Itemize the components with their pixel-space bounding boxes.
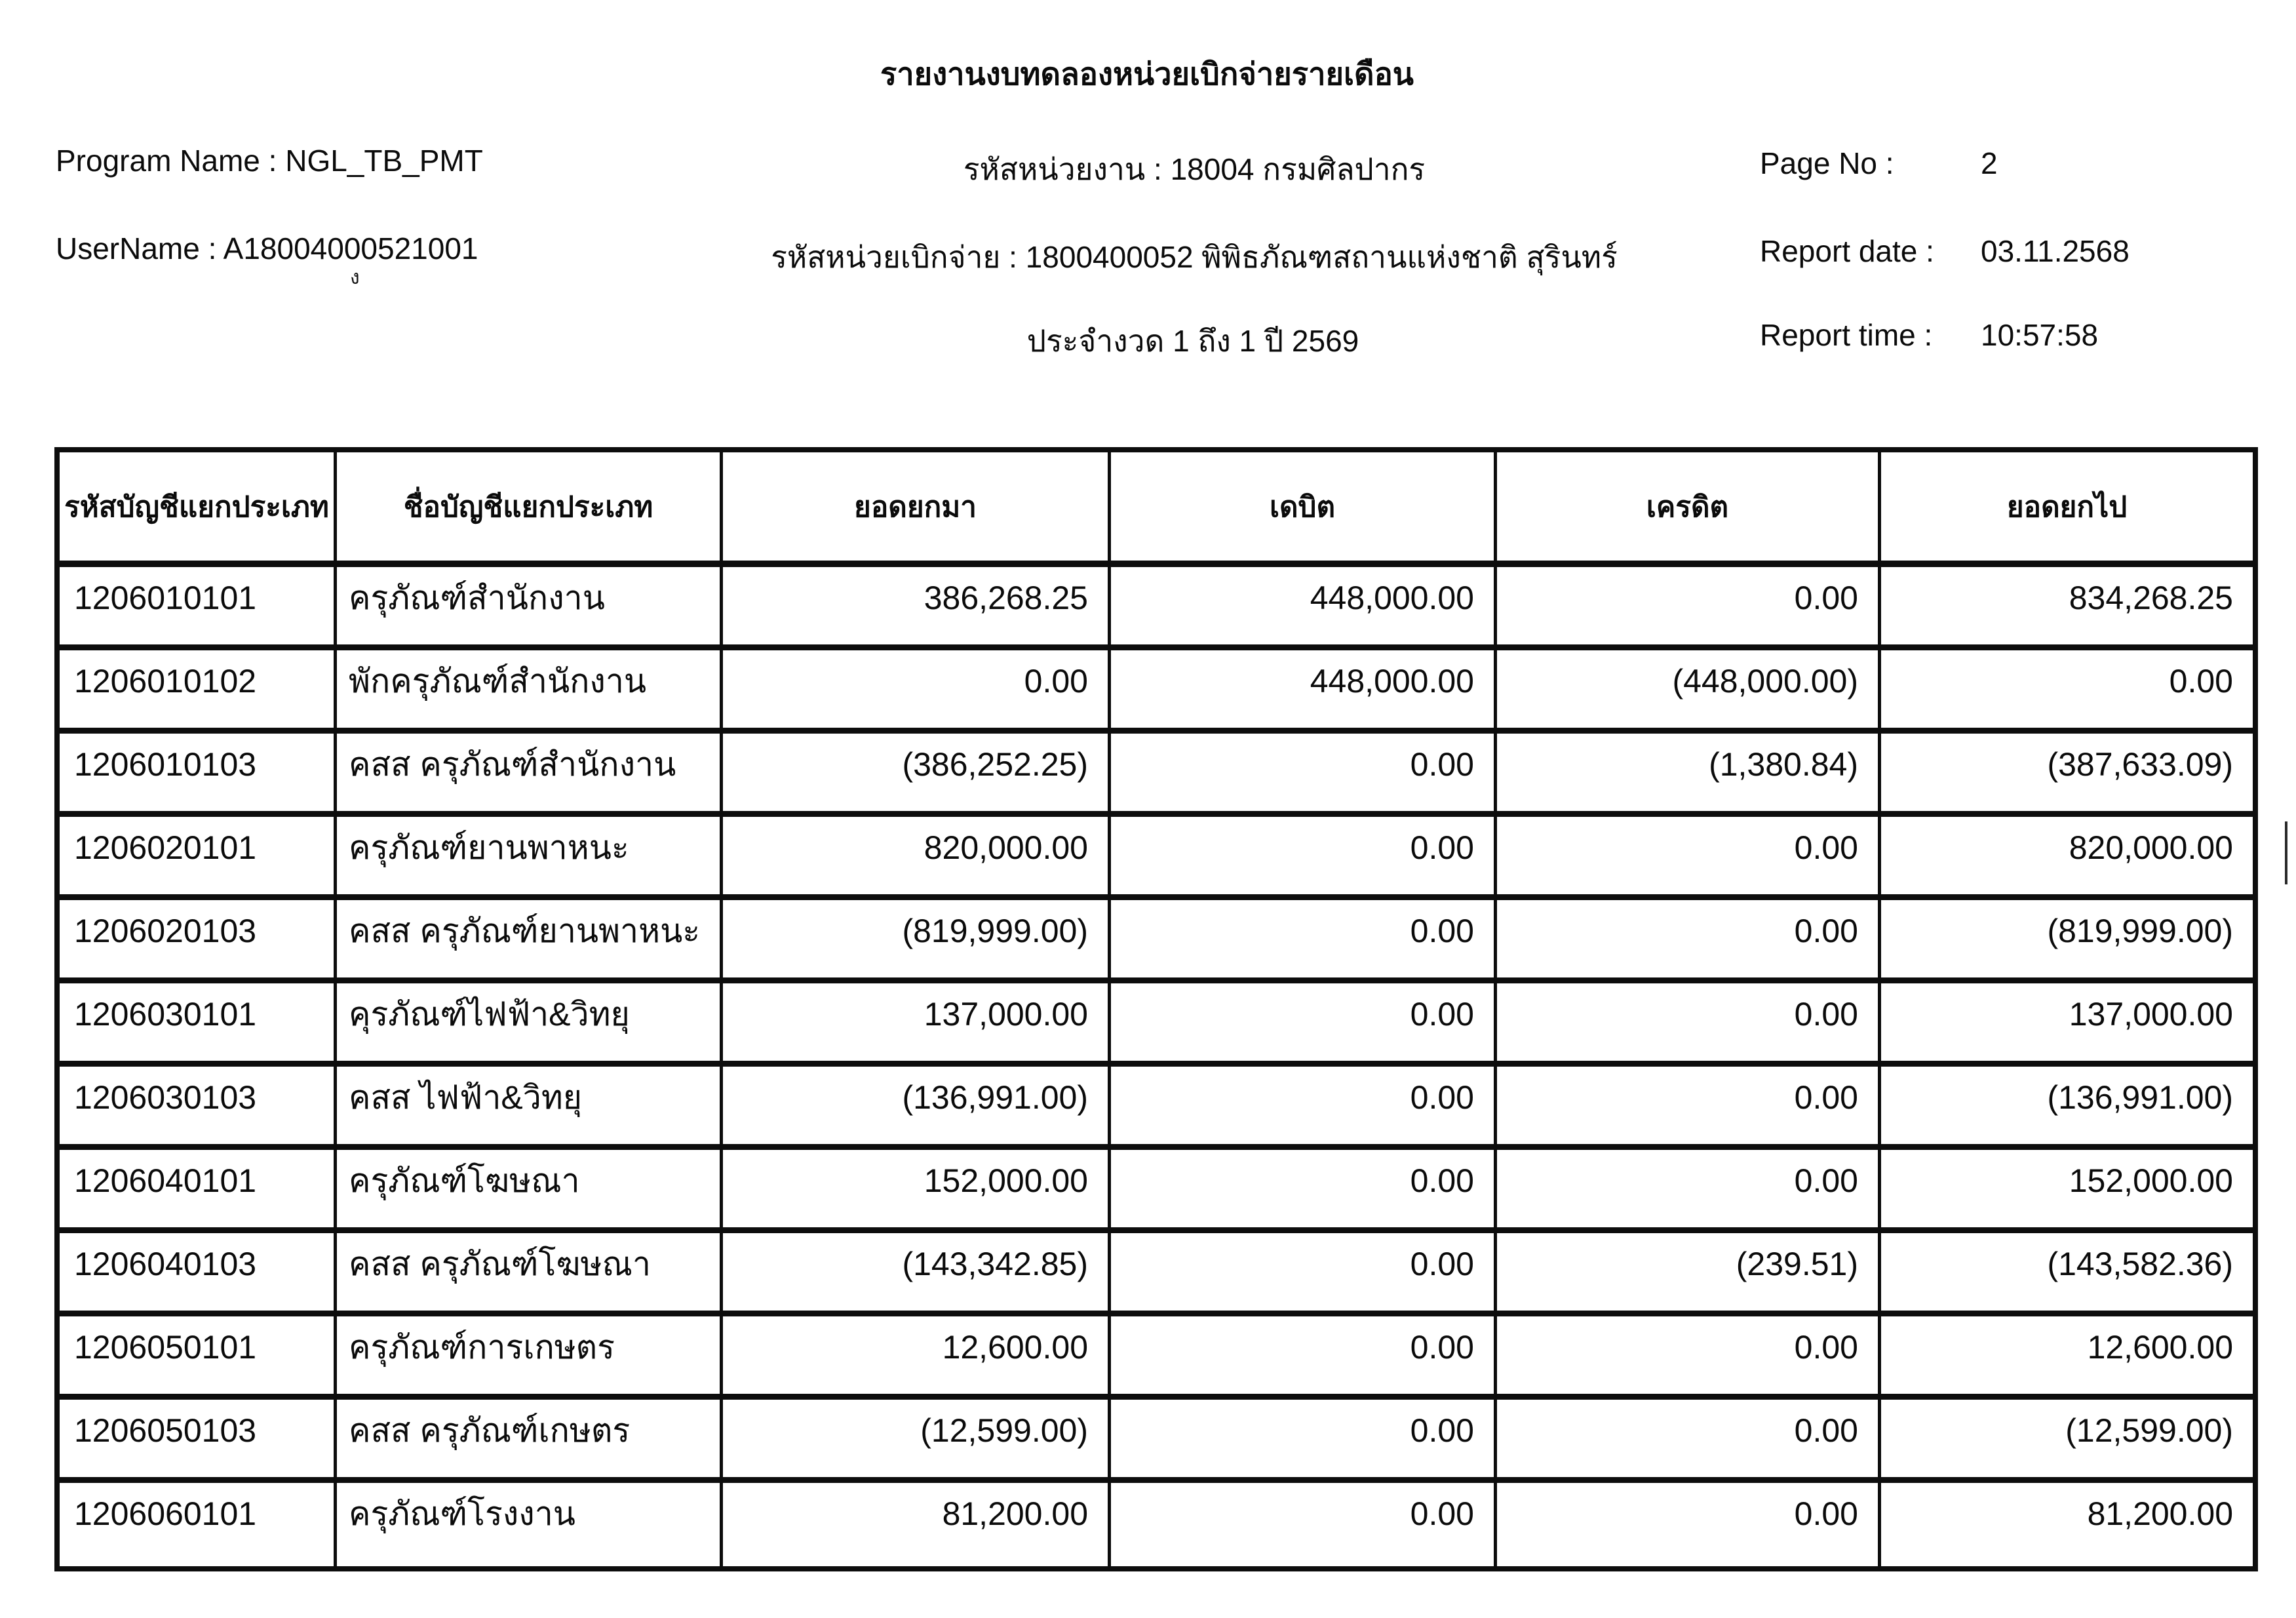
cell-account-name: คุรภัณฑ์ไฟฟ้า&วิทยุ [337,983,723,1061]
column-header-opening-balance: ยอดยกมา [723,452,1111,561]
cell-debit: 0.00 [1111,1400,1497,1477]
cell-credit: 0.00 [1497,1400,1881,1477]
cell-account-code: 1206020101 [60,817,337,894]
disbursement-unit-line: รหัสหน่วยเบิกจ่าย : 1800400052 พิพิธภัณฑสถานแห่งชาติ สุรินทร์ [771,240,1618,274]
table-row [60,817,2253,900]
cell-opening-balance: (819,999.00) [723,900,1111,977]
table-row [60,1483,2253,1566]
cell-account-name: ครุภัณฑ์โรงงาน [337,1483,723,1566]
cell-debit: 448,000.00 [1111,567,1497,644]
cell-closing-balance: 152,000.00 [2069,1162,2233,1199]
scan-artifact-mark: ง [350,267,360,288]
cell-closing-balance: 137,000.00 [2069,996,2233,1033]
cell-debit: 0.00 [1111,983,1497,1061]
cell-debit: 0.00 [1111,1067,1497,1144]
cell-account-code: 1206050101 [60,1316,337,1394]
table-row [60,1067,2253,1150]
cell-opening-balance: 0.00 [723,650,1111,728]
cell-account-code: 1206050103 [60,1400,337,1477]
cell-opening-balance: 820,000.00 [723,817,1111,894]
cell-opening-balance: 12,600.00 [723,1316,1111,1394]
table-row [60,650,2253,734]
cell-closing-balance: 820,000.00 [2069,829,2233,866]
cell-closing-balance: 0.00 [2169,663,2233,700]
cell-closing-balance: (387,633.09) [2047,746,2233,783]
cell-credit: 0.00 [1497,1150,1881,1227]
username-line [56,231,478,266]
cell-account-name: คสส ไฟฟ้า&วิทยุ [337,1067,723,1144]
cell-closing-balance: 81,200.00 [2087,1495,2233,1532]
cell-opening-balance: (143,342.85) [723,1233,1111,1311]
cell-opening-balance: 137,000.00 [723,983,1111,1061]
table-header-row [60,452,2253,567]
column-header-closing-balance: ยอดยกไป [2006,490,2128,523]
agency-line: รหัสหน่วยงาน : 18004 กรมศิลปากร [963,152,1426,186]
table-row [60,567,2253,650]
cell-opening-balance: 81,200.00 [723,1483,1111,1566]
trial-balance-table [54,447,2258,1571]
program-name-line [56,143,483,178]
scan-edge-artifact [2285,821,2287,884]
program-name-value: NGL_TB_PMT [285,144,483,178]
column-header-account-code: รหัสบัญชีแยกประเภท [60,452,337,561]
table-row [60,734,2253,817]
cell-account-code: 1206020103 [60,900,337,977]
cell-closing-balance: 12,600.00 [2087,1329,2233,1366]
cell-closing-balance: (12,599.00) [2065,1412,2233,1449]
period-line: ประจำงวด 1 ถึง 1 ปี 2569 [1026,324,1359,358]
cell-debit: 0.00 [1111,817,1497,894]
cell-account-name: ครุภัณฑ์สำนักงาน [337,567,723,644]
cell-credit: 0.00 [1497,1316,1881,1394]
cell-credit: 0.00 [1497,1067,1881,1144]
cell-account-code: 1206030101 [60,983,337,1061]
cell-debit: 0.00 [1111,1150,1497,1227]
cell-account-code: 1206010103 [60,734,337,811]
cell-debit: 0.00 [1111,900,1497,977]
column-header-credit: เครดิต [1497,452,1881,561]
cell-opening-balance: (136,991.00) [723,1067,1111,1144]
cell-credit: 0.00 [1497,983,1881,1061]
cell-credit: 0.00 [1497,1483,1881,1566]
cell-opening-balance: (386,252.25) [723,734,1111,811]
table-row [60,1316,2253,1400]
cell-closing-balance: (143,582.36) [2047,1246,2233,1282]
cell-credit: (1,380.84) [1497,734,1881,811]
report-title: รายงานงบทดลองหน่วยเบิกจ่ายรายเดือน [880,56,1414,91]
cell-credit: 0.00 [1497,900,1881,977]
cell-account-name: คสส ครุภัณฑ์เกษตร [337,1400,723,1477]
cell-debit: 448,000.00 [1111,650,1497,728]
table-row [60,1150,2253,1233]
cell-debit: 0.00 [1111,1316,1497,1394]
cell-account-code: 1206060101 [60,1483,337,1566]
cell-debit: 0.00 [1111,734,1497,811]
cell-account-name: ครุภัณฑ์โฆษณา [337,1150,723,1227]
column-header-account-name: ชื่อบัญชีแยกประเภท [337,452,723,561]
cell-debit: 0.00 [1111,1483,1497,1566]
page-no-value: 2 [1981,146,1998,180]
cell-opening-balance: 152,000.00 [723,1150,1111,1227]
cell-account-name: ครุภัณฑ์การเกษตร [337,1316,723,1394]
table-row [60,983,2253,1067]
cell-credit: 0.00 [1497,817,1881,894]
username-label: UserName : [56,231,217,266]
table-row [60,1400,2253,1483]
table-body [60,567,2253,1566]
cell-opening-balance: (12,599.00) [723,1400,1111,1477]
report-time-label: Report time : [1760,318,1933,352]
column-header-debit: เดบิต [1111,452,1497,561]
cell-opening-balance: 386,268.25 [723,567,1111,644]
cell-account-name: ครุภัณฑ์ยานพาหนะ [337,817,723,894]
cell-account-name: พักครุภัณฑ์สำนักงาน [337,650,723,728]
cell-account-code: 1206030103 [60,1067,337,1144]
report-time-value: 10:57:58 [1981,318,2099,352]
page-no-label: Page No : [1760,146,1894,180]
cell-account-name: คสส ครุภัณฑ์โฆษณา [337,1233,723,1311]
cell-account-code: 1206040101 [60,1150,337,1227]
cell-debit: 0.00 [1111,1233,1497,1311]
cell-closing-balance: (819,999.00) [2047,913,2233,949]
cell-account-code: 1206010102 [60,650,337,728]
report-date-label: Report date : [1760,234,1934,268]
program-name-label: Program Name : [56,144,277,178]
username-value: A18004000521001 [223,231,478,266]
table-row [60,1233,2253,1316]
cell-credit: (239.51) [1497,1233,1881,1311]
cell-closing-balance: 834,268.25 [2069,580,2233,616]
report-date-value: 03.11.2568 [1981,234,2130,268]
table-row [60,900,2253,983]
cell-account-code: 1206010101 [60,567,337,644]
cell-account-name: คสส ครุภัณฑ์ยานพาหนะ [337,900,723,977]
cell-account-name: คสส ครุภัณฑ์สำนักงาน [337,734,723,811]
cell-credit: (448,000.00) [1497,650,1881,728]
cell-credit: 0.00 [1497,567,1881,644]
cell-account-code: 1206040103 [60,1233,337,1311]
cell-closing-balance: (136,991.00) [2047,1079,2233,1116]
